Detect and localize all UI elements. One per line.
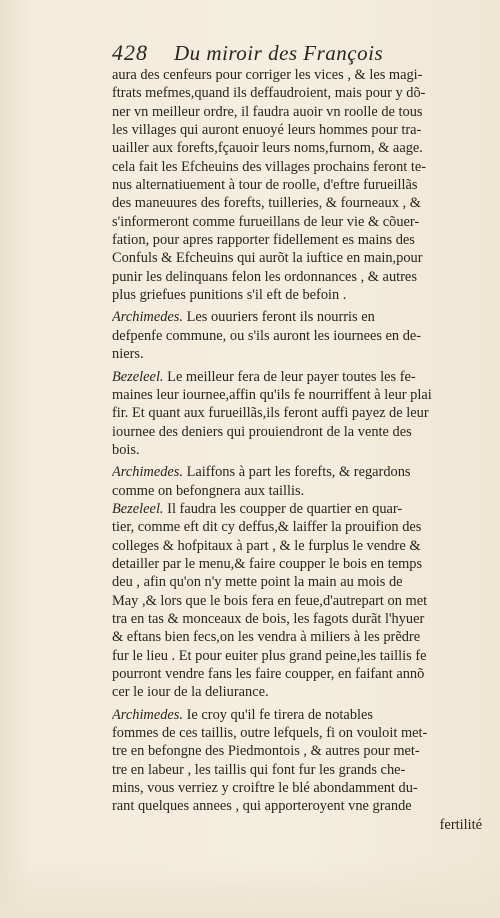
text-line: des maneuures des forefts, tuilleries, & fourneaux , & xyxy=(112,195,421,212)
speaker-name: Archimedes. xyxy=(112,309,183,326)
text-line: tra en tas & monceaux de bois, les fagots durãt l'hyuer xyxy=(112,610,425,627)
speaker-name: Bezeleel. xyxy=(112,368,164,385)
page-header xyxy=(112,40,474,66)
text-line: defpenfe commune, ou s'ils auront les iournees en de- xyxy=(112,327,422,344)
text-line: rant quelques annees , qui apporteroyent vne grande xyxy=(112,798,412,815)
text-line: tre en labeur , les taillis qui font fur les grands che- xyxy=(112,761,406,778)
text-line: fation, pour apres rapporter fidellement es mains des xyxy=(112,232,415,249)
text-line: ftrats mefmes,quand ils deffaudroient, mais pour y dõ- xyxy=(112,85,426,102)
speech-text: Il faudra les coupper de quartier en quar- xyxy=(167,500,403,517)
text-line: & eftans bien fecs,on les vendra à miliers à les prẽdre xyxy=(112,629,421,646)
text-line: detailler par le menu,& faire coupper le bois en temps xyxy=(112,555,423,572)
speech-first-line xyxy=(112,308,482,326)
body-text xyxy=(112,66,482,834)
text-line: les villages qui auront enuoyé leurs hommes pour tra- xyxy=(112,122,422,139)
text-line: tier, comme eft dit cy deffus,& laiffer la prouifion des xyxy=(112,519,422,536)
text-line: niers. xyxy=(112,346,144,363)
text-line: cela fait les Efcheuins des villages prochains feront te- xyxy=(112,158,427,175)
text-line: fommes de ces taillis, outre lefquels, fi on vouloit met- xyxy=(112,725,428,742)
speaker-name: Archimedes. xyxy=(112,464,183,481)
text-line: iournee des deniers qui prouiendront de la vente des xyxy=(112,423,412,440)
text-line: cer le iour de la deliurance. xyxy=(112,684,269,701)
speech-first-line xyxy=(112,500,482,518)
speech-text: Laiffons à part les forefts, & regardons xyxy=(186,464,411,481)
speaker-name: Bezeleel. xyxy=(112,500,164,517)
text-line: colleges & hofpitaux à part , & le furplus le vendre & xyxy=(112,537,421,554)
speech-first-line xyxy=(112,368,482,386)
text-line: pourront vendre fans les faire coupper, en faifant annõ xyxy=(112,666,425,682)
speech-text: Le meilleur fera de leur payer toutes les fe- xyxy=(167,368,416,385)
speech-first-line xyxy=(112,706,482,724)
running-title: Du miroir des François xyxy=(174,41,384,65)
text-line: tre en befongne des Piedmontois , & autres pour met- xyxy=(112,743,420,760)
speech-text: Ie croy qu'il fe tirera de notables xyxy=(186,706,373,723)
text-line: deu , afin qu'on n'y mette point la main au mois de xyxy=(112,574,403,591)
text-line: maines leur iournee,affin qu'ils fe nourriffent à leur plai xyxy=(112,386,432,403)
text-line: fir. Et quant aux furueillãs,ils feront auffi payez de leur xyxy=(112,405,429,422)
speaker-name: Archimedes. xyxy=(112,706,183,723)
text-line: Confuls & Efcheuins qui aurõt la iuftice en main,pour xyxy=(112,250,423,267)
text-line: nus alternatiuement à tour de roolle, d'eftre furueillãs xyxy=(112,177,418,194)
text-line: s'informeront comme furueillans de leur vie & cõuer- xyxy=(112,213,420,230)
text-line: bois. xyxy=(112,441,140,458)
text-line: ner vn meilleur ordre, il faudra auoir vn roolle de tous xyxy=(112,103,423,120)
text-line: aura des cenfeurs pour corriger les vices , & les magi- xyxy=(112,67,423,83)
page-number: 428 xyxy=(112,40,148,65)
bottom-margin xyxy=(0,858,500,918)
speech-text: Les ouuriers feront ils nourris en xyxy=(186,309,375,326)
text-line: fur le lieu . Et pour euiter plus grand peine,les taillis fe xyxy=(112,647,427,664)
catchword: fertilité xyxy=(439,816,482,833)
text-line: plus griefues punitions s'il eft de befoin . xyxy=(112,287,347,304)
text-line: punir les delinquans felon les ordonnances , & autres xyxy=(112,268,417,285)
speech-first-line xyxy=(112,463,482,481)
text-line: comme on befongnera aux taillis. xyxy=(112,482,305,499)
text-line: uailler aux forefts,fçauoir leurs noms,furnom, & aage. xyxy=(112,140,423,157)
text-line: mins, vous verriez y croiftre le blé abondamment du- xyxy=(112,780,418,797)
text-line: May ,& lors que le bois fera en feue,d'autrepart on met xyxy=(112,592,428,609)
